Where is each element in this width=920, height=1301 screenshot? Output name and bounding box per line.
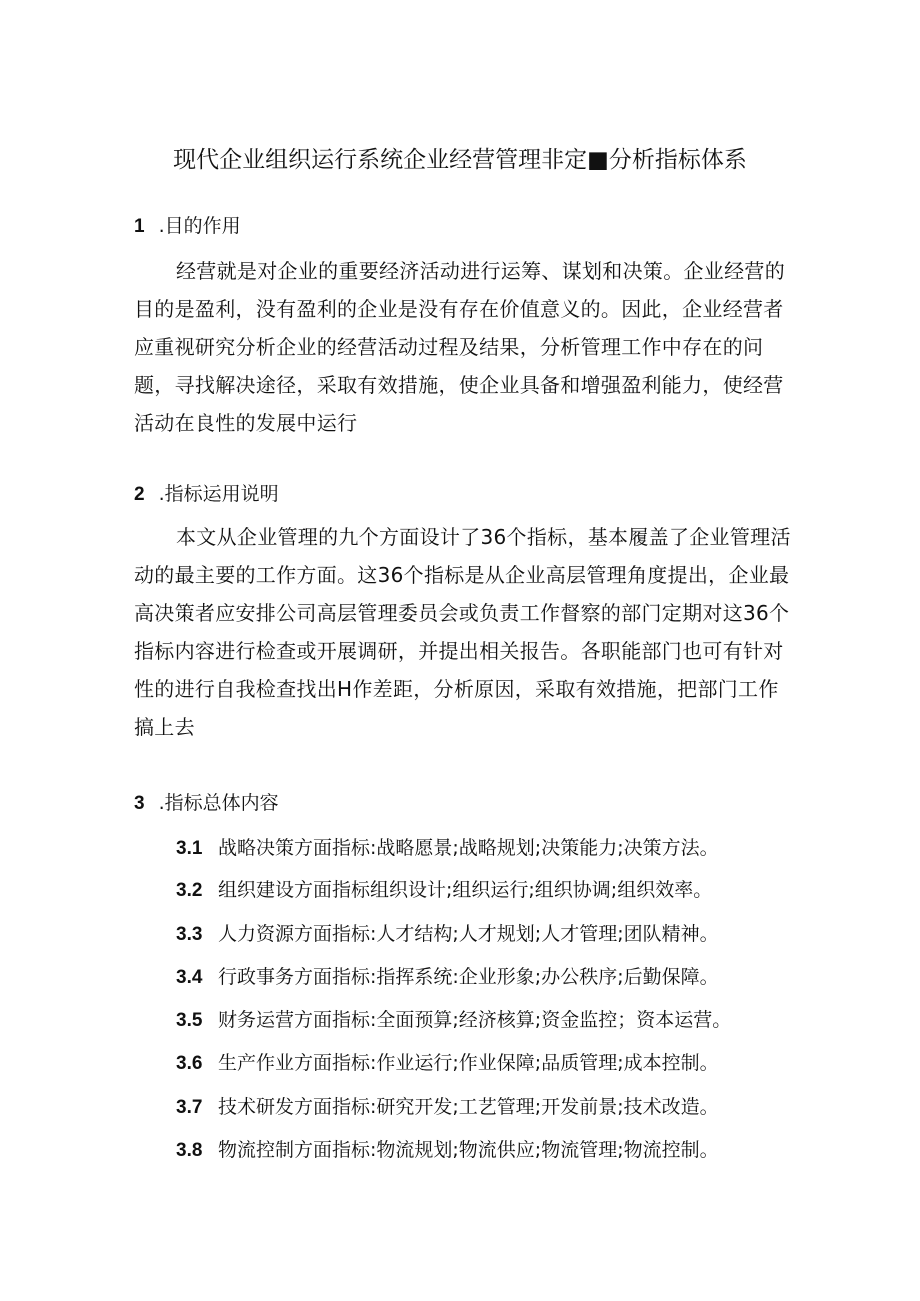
item-number: 3.1: [176, 838, 203, 859]
item-number: 3.5: [176, 1010, 203, 1031]
list-item: [176, 960, 719, 995]
item-number: 3.4: [176, 967, 203, 988]
item-number: 3.3: [176, 924, 203, 945]
section-paragraph: 本文从企业管理的九个方面设计了36个指标，基本履盖了企业管理活动的最主要的工作方面。这36个指标是从企业高层管理角度提出，企业最高决策者应安排公司高层管理委员会或负责工作督察的部门定期对这36个指标内容进行检查或开展调研，并提出相关报告。各职能部门也可有针对性的进行自我检查找出H作差距，分析原因，采取有效措施，把部门工作搞上去: [134, 525, 791, 739]
section-title: .目的作用: [158, 215, 241, 237]
section-heading: [134, 477, 279, 512]
section-heading: [134, 786, 279, 821]
item-number: 3.2: [176, 880, 203, 901]
section-title: .指标运用说明: [158, 483, 279, 505]
item-text: 行政事务方面指标:指挥系统:企业形象;办公秩序;后勤保障。: [218, 966, 719, 988]
item-text: 生产作业方面指标:作业运行;作业保障;品质管理;成本控制。: [218, 1052, 719, 1074]
item-text: 战略决策方面指标:战略愿景;战略规划;决策能力;决策方法。: [218, 837, 719, 859]
section-number: 3: [134, 793, 145, 814]
document-title: 现代企业组织运行系统企业经营管理非定■分析指标体系: [173, 147, 747, 173]
item-text: 人力资源方面指标:人才结构;人才规划;人才管理;团队精神。: [218, 923, 719, 945]
list-item: [176, 1003, 731, 1038]
item-number: 3.8: [176, 1140, 203, 1161]
list-item: [176, 917, 719, 952]
item-text: 财务运营方面指标:全面预算;经济核算;资金监控；资本运营。: [218, 1009, 732, 1031]
item-text: 技术研发方面指标:研究开发;工艺管理;开发前景;技术改造。: [218, 1096, 719, 1118]
list-item: [176, 1046, 719, 1081]
list-item: [176, 1090, 719, 1125]
section-paragraph: 经营就是对企业的重要经济活动进行运筹、谋划和决策。企业经营的目的是盈利，没有盈利的企业是没有存在价值意义的。因此，企业经营者应重视研究分析企业的经营活动过程及结果，分析管理工作中存在的问题，寻找解决途径，采取有效措施，使企业具备和增强盈利能力，使经营活动在良性的发展中运行: [134, 259, 785, 435]
item-text: 组织建设方面指标组织设计;组织运行;组织协调;组织效率。: [218, 879, 713, 901]
section-heading: [134, 209, 241, 244]
section-number: 2: [134, 484, 145, 505]
section-title: .指标总体内容: [158, 792, 279, 814]
section-number: 1: [134, 216, 145, 237]
list-item: [176, 831, 719, 866]
list-item: [176, 1133, 719, 1168]
item-number: 3.6: [176, 1053, 203, 1074]
item-text: 物流控制方面指标:物流规划;物流供应;物流管理;物流控制。: [218, 1139, 719, 1161]
item-number: 3.7: [176, 1097, 203, 1118]
list-item: [176, 873, 712, 908]
